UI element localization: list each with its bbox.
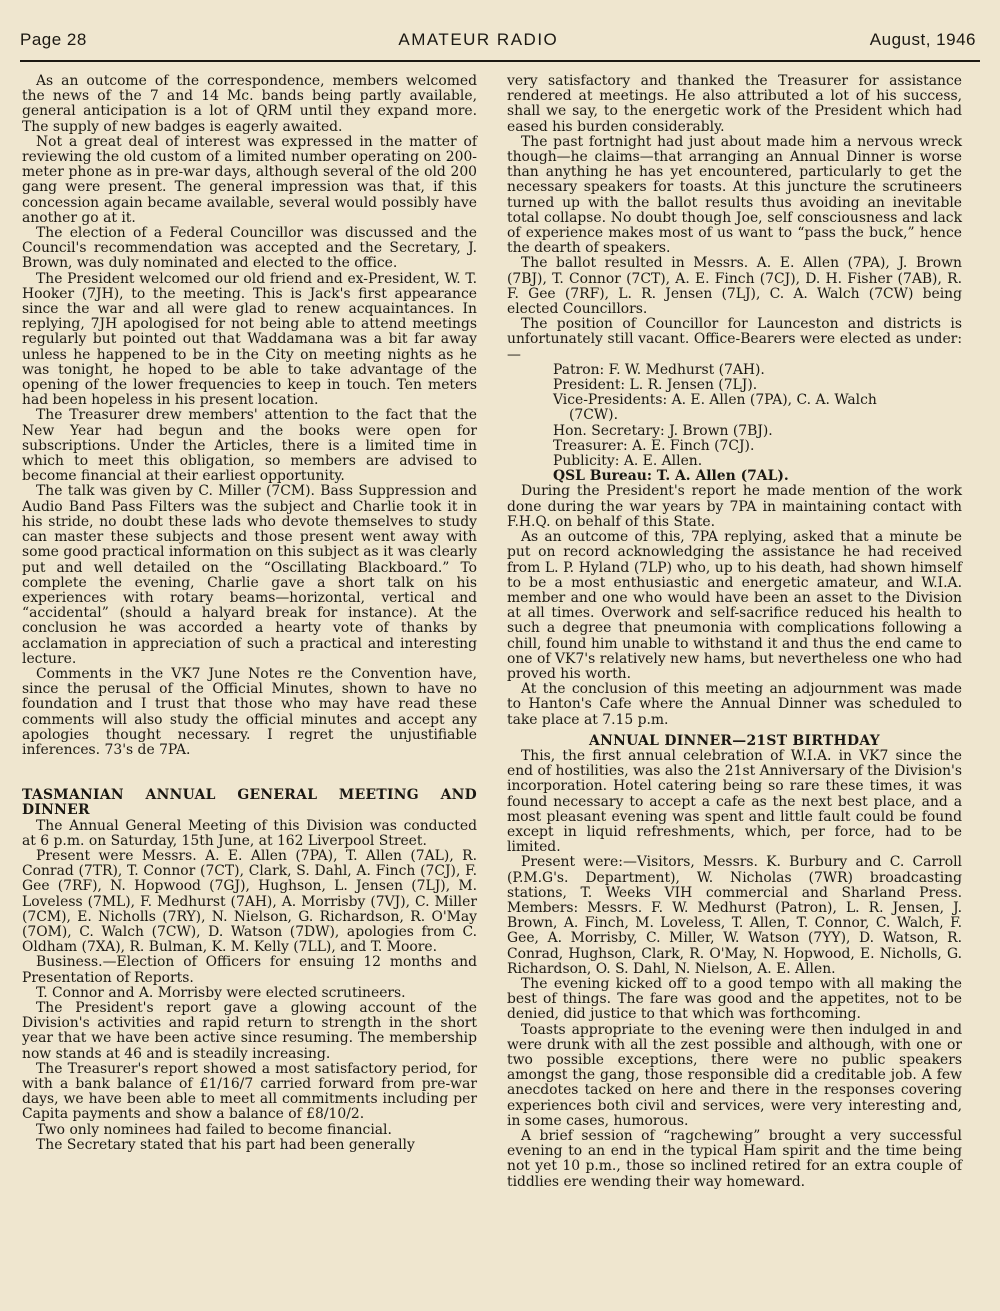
paragraph: The Annual General Meeting of this Division was conducted at 6 p.m. on Saturday, 15th June, at 162 Liverpool Street. bbox=[22, 817, 477, 849]
left-column bbox=[20, 74, 477, 1190]
paragraph: As an outcome of this, 7PA replying, asked that a minute be put on record acknowledging the assistance he had received from L. P. Hyland (7LP) who, up to his death, had shown himself to be a most enthusiastic and energetic amateur, and W.I.A. member and one who would have been an asset to the Division at all times. Overwork and self-sacrifice reduced his health to such a degree that pneumonia with complications following a chill, found him unable to withstand it and thus the end came to one of VK7's relatively new hams, but nevertheless one who had proved his worth. bbox=[507, 529, 962, 682]
officer-vice-presidents: Vice-Presidents: A. E. Allen (7PA), C. A. Walch bbox=[553, 392, 877, 409]
paragraph: As an outcome of the correspondence, members welcomed the news of the 7 and 14 Mc. bands being partly available, general anticipation is a lot of QRM until they expand more. The supply of new badges is eagerly awaited. bbox=[22, 73, 477, 135]
paragraph: Comments in the VK7 June Notes re the Convention have, since the perusal of the Official Minutes, shown to have no foundation and I trust that those who may have read these comments will also study the official minutes and accept any apologies thought necessary. I regret the unjustifiable inferences. 73's de 7PA. bbox=[22, 665, 477, 758]
issue-date: August, 1946 bbox=[869, 30, 976, 49]
paragraph: Toasts appropriate to the evening were then indulged in and were drunk with all the zest possible and although, with one or two possible exceptions, there were no public speakers amongst the gang, those responsible did a creditable job. A few anecdotes tacked on here and there in the responses covering experiences both civil and services, were very interesting and, in some cases, humorous. bbox=[507, 1021, 962, 1129]
paragraph: The Secretary stated that his part had been generally bbox=[36, 1136, 415, 1153]
paragraph: Present were Messrs. A. E. Allen (7PA), T. Allen (7AL), R. Conrad (7TR), T. Connor (7CT), Clark, S. Dahl, A. Finch (7CJ), F. Gee (7RF), N. Hopwood (7GJ), Hughson, L. Jensen (7LJ), M. Loveless (7ML), F. Medhurst (7AH), A. Morrisby (7VJ), C. Miller (7CM), E. Nicholls (7RY), N. Nielson, G. Richardson, R. O'May (7OM), C. Walch (7CW), D. Watson (7DW), apologies from C. Oldham (7XA), R. Bulman, K. M. Kelly (7LL), and T. Moore. bbox=[22, 847, 477, 956]
paragraph: The President's report gave a glowing account of the Division's activities and rapid return to strength in the short year that we have been active since resuming. The membership now stands at 46 and is steadily increasing. bbox=[22, 999, 477, 1062]
paragraph: Present were:—Visitors, Messrs. K. Burbury and C. Carroll (P.M.G's. Department), W. Nicholas (7WR) broadcasting stations, T. Weeks VIH commercial and Sharland Press. Members: Messrs. F. W. Medhurst (Patron), L. R. Jensen, J. Brown, A. Finch, M. Loveless, T. Allen, T. Connor, C. Walch, F. Gee, A. Morrisby, C. Miller, W. Watson (7YY), D. Watson, R. Conrad, Hughson, Clark, R. O'May, N. Hopwood, E. Nicholls, G. Richardson, O. S. Dahl, N. Nielson, A. E. Allen. bbox=[507, 854, 962, 977]
paragraph: Business.—Election of Officers for ensuing 12 months and Presentation of Reports. bbox=[22, 954, 477, 986]
right-column bbox=[507, 74, 962, 1190]
page-number: Page 28 bbox=[20, 30, 87, 49]
officer-vice-presidents-cont: (7CW). bbox=[569, 407, 618, 424]
paragraph: This, the first annual celebration of W.I.A. in VK7 since the end of hostilities, was also the 21st Anniversary of the Division's incorporation. Hotel catering being so rare these times, it was found necessary to accept a cafe as the next best place, and a most pleasant evening was spent and little fault could be found except in liquid refreshments, which, per force, had to be limited. bbox=[507, 747, 962, 856]
section-heading-dinner: ANNUAL DINNER—21ST BIRTHDAY bbox=[589, 732, 880, 749]
officer-treasurer: Treasurer: A. E. Finch (7CJ). bbox=[553, 437, 755, 454]
paragraph: T. Connor and A. Morrisby were elected scrutineers. bbox=[36, 984, 406, 1001]
paragraph: The position of Councillor for Launceston and districts is unfortunately still vacant. Office-Bearers were elected as under:— bbox=[507, 316, 962, 363]
paragraph: During the President's report he made mention of the work done during the war years by 7PA in maintaining contact with F.H.Q. on behalf of this State. bbox=[507, 483, 962, 530]
magazine-title: AMATEUR RADIO bbox=[398, 30, 559, 49]
officer-publicity: Publicity: A. E. Allen. bbox=[553, 453, 703, 470]
officer-president: President: L. R. Jensen (7LJ). bbox=[553, 377, 758, 394]
officer-patron: Patron: F. W. Medhurst (7AH). bbox=[553, 361, 765, 378]
office-bearers-list bbox=[553, 363, 962, 485]
paragraph: The past fortnight had just about made him a nervous wreck though—he claims—that arranging an Annual Dinner is worse than anything he has yet encountered, particularly to get the necessary speakers for toasts. At this juncture the scrutineers turned up with the ballot results thus avoiding an inevitable total collapse. No doubt though Joe, self consciousness and lack of experience makes most of us want to “pass the buck,” hence the dearth of speakers. bbox=[507, 133, 962, 257]
paragraph: The talk was given by C. Miller (7CM). Bass Suppression and Audio Band Pass Filters was the subject and Charlie took it in his stride, no doubt these lads who devote themselves to study can master these subjects and those present went away with some good practical information on this subject as it was clearly put and well detailed on the “Oscillating Blackboard.” To complete the evening, Charlie gave a short talk on his experiences with rotary beams—horizontal, vertical and “accidental” (should a halyard break for instance). At the conclusion he was accorded a hearty vote of thanks by acclamation in appreciation of such a practical and interesting lecture. bbox=[22, 483, 477, 667]
paragraph: The Treasurer drew members' attention to the fact that the New Year had begun and the books were open for subscriptions. Under the Articles, there is a limited time in which to meet this obligation, so members are advised to become financial at their earliest opportunity. bbox=[22, 407, 477, 485]
officer-qsl-bureau: QSL Bureau: T. A. Allen (7AL). bbox=[553, 468, 789, 485]
header-rule bbox=[20, 60, 980, 62]
paragraph: The ballot resulted in Messrs. A. E. Allen (7PA), J. Brown (7BJ), T. Connor (7CT), A. E. Finch (7CJ), D. H. Fisher (7AB), R. F. Gee (7RF), L. R. Jensen (7LJ), C. A. Walch (7CW) being elected Councillors. bbox=[507, 255, 962, 318]
paragraph: The election of a Federal Councillor was discussed and the Council's recommendation was accepted and the Secretary, J. Brown, was duly nominated and elected to the office. bbox=[22, 225, 477, 272]
page-header bbox=[20, 30, 980, 58]
paragraph: Two only nominees had failed to become financial. bbox=[36, 1121, 392, 1138]
section-gap bbox=[22, 773, 477, 788]
paragraph: At the conclusion of this meeting an adjournment was made to Hanton's Cafe where the Annual Dinner was scheduled to take place at 7.15 p.m. bbox=[507, 681, 962, 728]
article-columns bbox=[20, 74, 980, 1190]
paragraph: Not a great deal of interest was expressed in the matter of reviewing the old custom of a limited number operating on 200-meter phone as in pre-war days, although several of the old 200 gang were present. The general impression was that, if this concession again became available, several would possibly have another go at it. bbox=[22, 133, 477, 226]
paragraph: A brief session of “ragchewing” brought a very successful evening to an end in the typical Ham spirit and the time being not yet 10 p.m., those so inclined retired for an extra couple of tiddlies ere wending their way homeward. bbox=[507, 1128, 962, 1190]
paragraph: The President welcomed our old friend and ex-President, W. T. Hooker (7JH), to the meeting. This is Jack's first appearance since the war and all were glad to renew acquaintances. In replying, 7JH apologised for not being able to attend meetings regularly but pointed out that Waddamana was a bit far away unless he happened to be in the City on meeting nights as he was tonight, he hoped to be able to take advantage of the opening of the lower frequencies to keep in touch. Ten meters had been hopeless in his present location. bbox=[22, 270, 477, 409]
officer-secretary: Hon. Secretary: J. Brown (7BJ). bbox=[553, 422, 773, 439]
section-heading-agm: TASMANIAN ANNUAL GENERAL MEETING AND DINNER bbox=[22, 787, 477, 819]
section-gap bbox=[22, 758, 477, 773]
paragraph: The Treasurer's report showed a most satisfactory period, for with a bank balance of £1/16/7 carried forward from pre-war days, we have been able to meet all commitments including per Capita payments and show a balance of £8/10/2. bbox=[22, 1060, 477, 1123]
paragraph: The evening kicked off to a good tempo with all making the best of things. The fare was good and the appetites, not to be denied, did justice to that which was forthcoming. bbox=[507, 975, 962, 1023]
paragraph: very satisfactory and thanked the Treasurer for assistance rendered at meetings. He also attributed a lot of his success, shall we say, to the energetic work of the President which had eased his burden considerably. bbox=[507, 73, 962, 135]
